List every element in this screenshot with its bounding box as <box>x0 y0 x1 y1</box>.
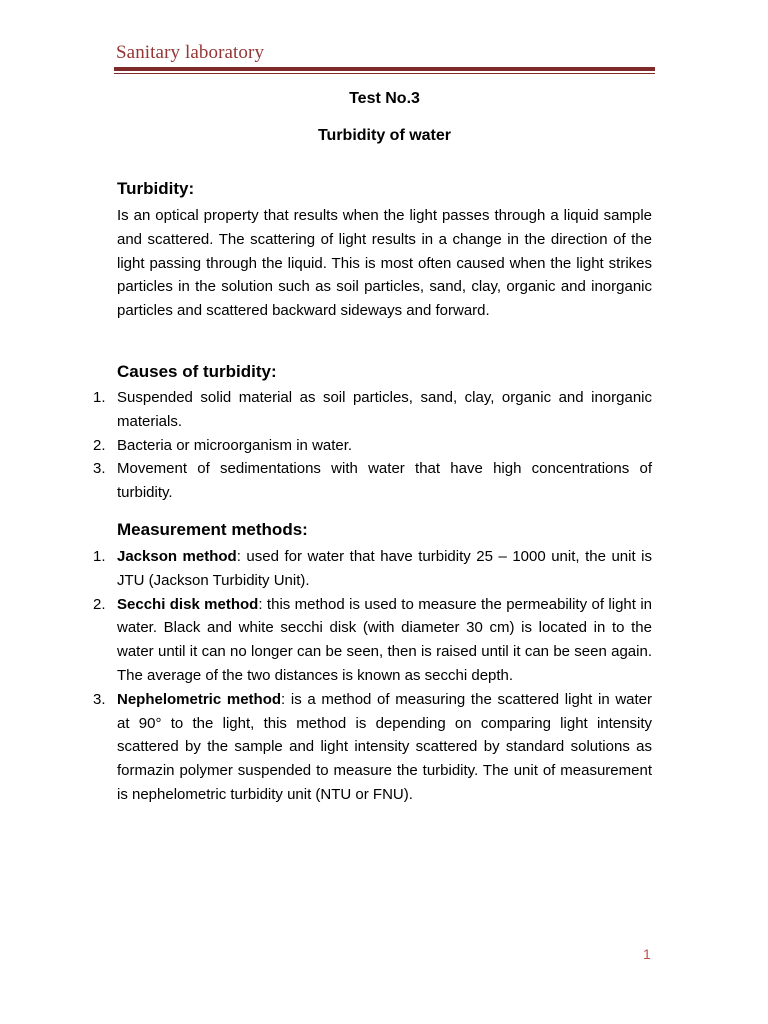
page-header-title: Sanitary laboratory <box>116 42 265 63</box>
causes-heading: Causes of turbidity: <box>117 362 277 381</box>
list-item-number: 3. <box>93 690 106 708</box>
list-item-number: 1. <box>93 548 106 565</box>
page-number: 1 <box>643 946 651 962</box>
list-item-text: Bacteria or microorganism in water. <box>117 436 353 454</box>
method-name: Nephelometric method <box>117 690 282 708</box>
test-number-title: Test No.3 <box>349 90 420 107</box>
method-description: : is a method of measuring the scattered light in water at 90° to the light, this method is depending on comparing light intensity scattered by the sample and light intensity scattered by standard solutions as formazin polymer suspended to measure the turbidity. The unit of measurement is nephelometric turbidity unit (NTU or FNU). <box>117 690 653 803</box>
causes-list <box>0 386 652 505</box>
turbidity-definition: Is an optical property that results when the light passes through a liquid sample and scattered. The scattering of light results in a change in the direction of the light passing through the liquid. This is most often caused when the light strikes particles in the solution such as soil particles, sand, clay, organic and inorganic particles and scattered backward sideways and forward. <box>117 207 652 320</box>
measurement-methods-heading: Measurement methods: <box>117 520 308 539</box>
list-item <box>0 545 652 593</box>
method-description: : used for water that have turbidity 25 – 1000 unit, the unit is JTU (Jackson Turbidity Unit). <box>117 548 652 589</box>
list-item <box>0 593 652 688</box>
list-item-number: 1. <box>93 389 106 406</box>
document-subject-title: Turbidity of water <box>317 127 452 144</box>
turbidity-heading: Turbidity: <box>117 179 195 198</box>
list-item <box>0 434 652 458</box>
list-item-number: 2. <box>93 595 106 613</box>
method-name: Jackson method <box>117 548 237 565</box>
methods-list <box>0 545 652 807</box>
list-item-text: Suspended solid material as soil particles, sand, clay, organic and inorganic materials. <box>117 389 652 430</box>
list-item <box>0 457 652 505</box>
list-item-number: 3. <box>93 460 106 478</box>
list-item-number: 2. <box>93 436 106 454</box>
header-rule-thin <box>114 73 655 74</box>
method-name: Secchi disk method <box>117 595 259 613</box>
list-item-text: Movement of sedimentations with water that have high concentrations of turbidity. <box>117 460 652 502</box>
header-rule-thick <box>114 67 655 71</box>
list-item <box>0 688 652 807</box>
list-item <box>0 386 652 434</box>
method-description: : this method is used to measure the permeability of light in water. Black and white secchi disk (with diameter 30 cm) is located in to the water until it can no longer can be seen, then is raised until it can be seen again. The average of the two distances is known as secchi depth. <box>117 595 652 684</box>
